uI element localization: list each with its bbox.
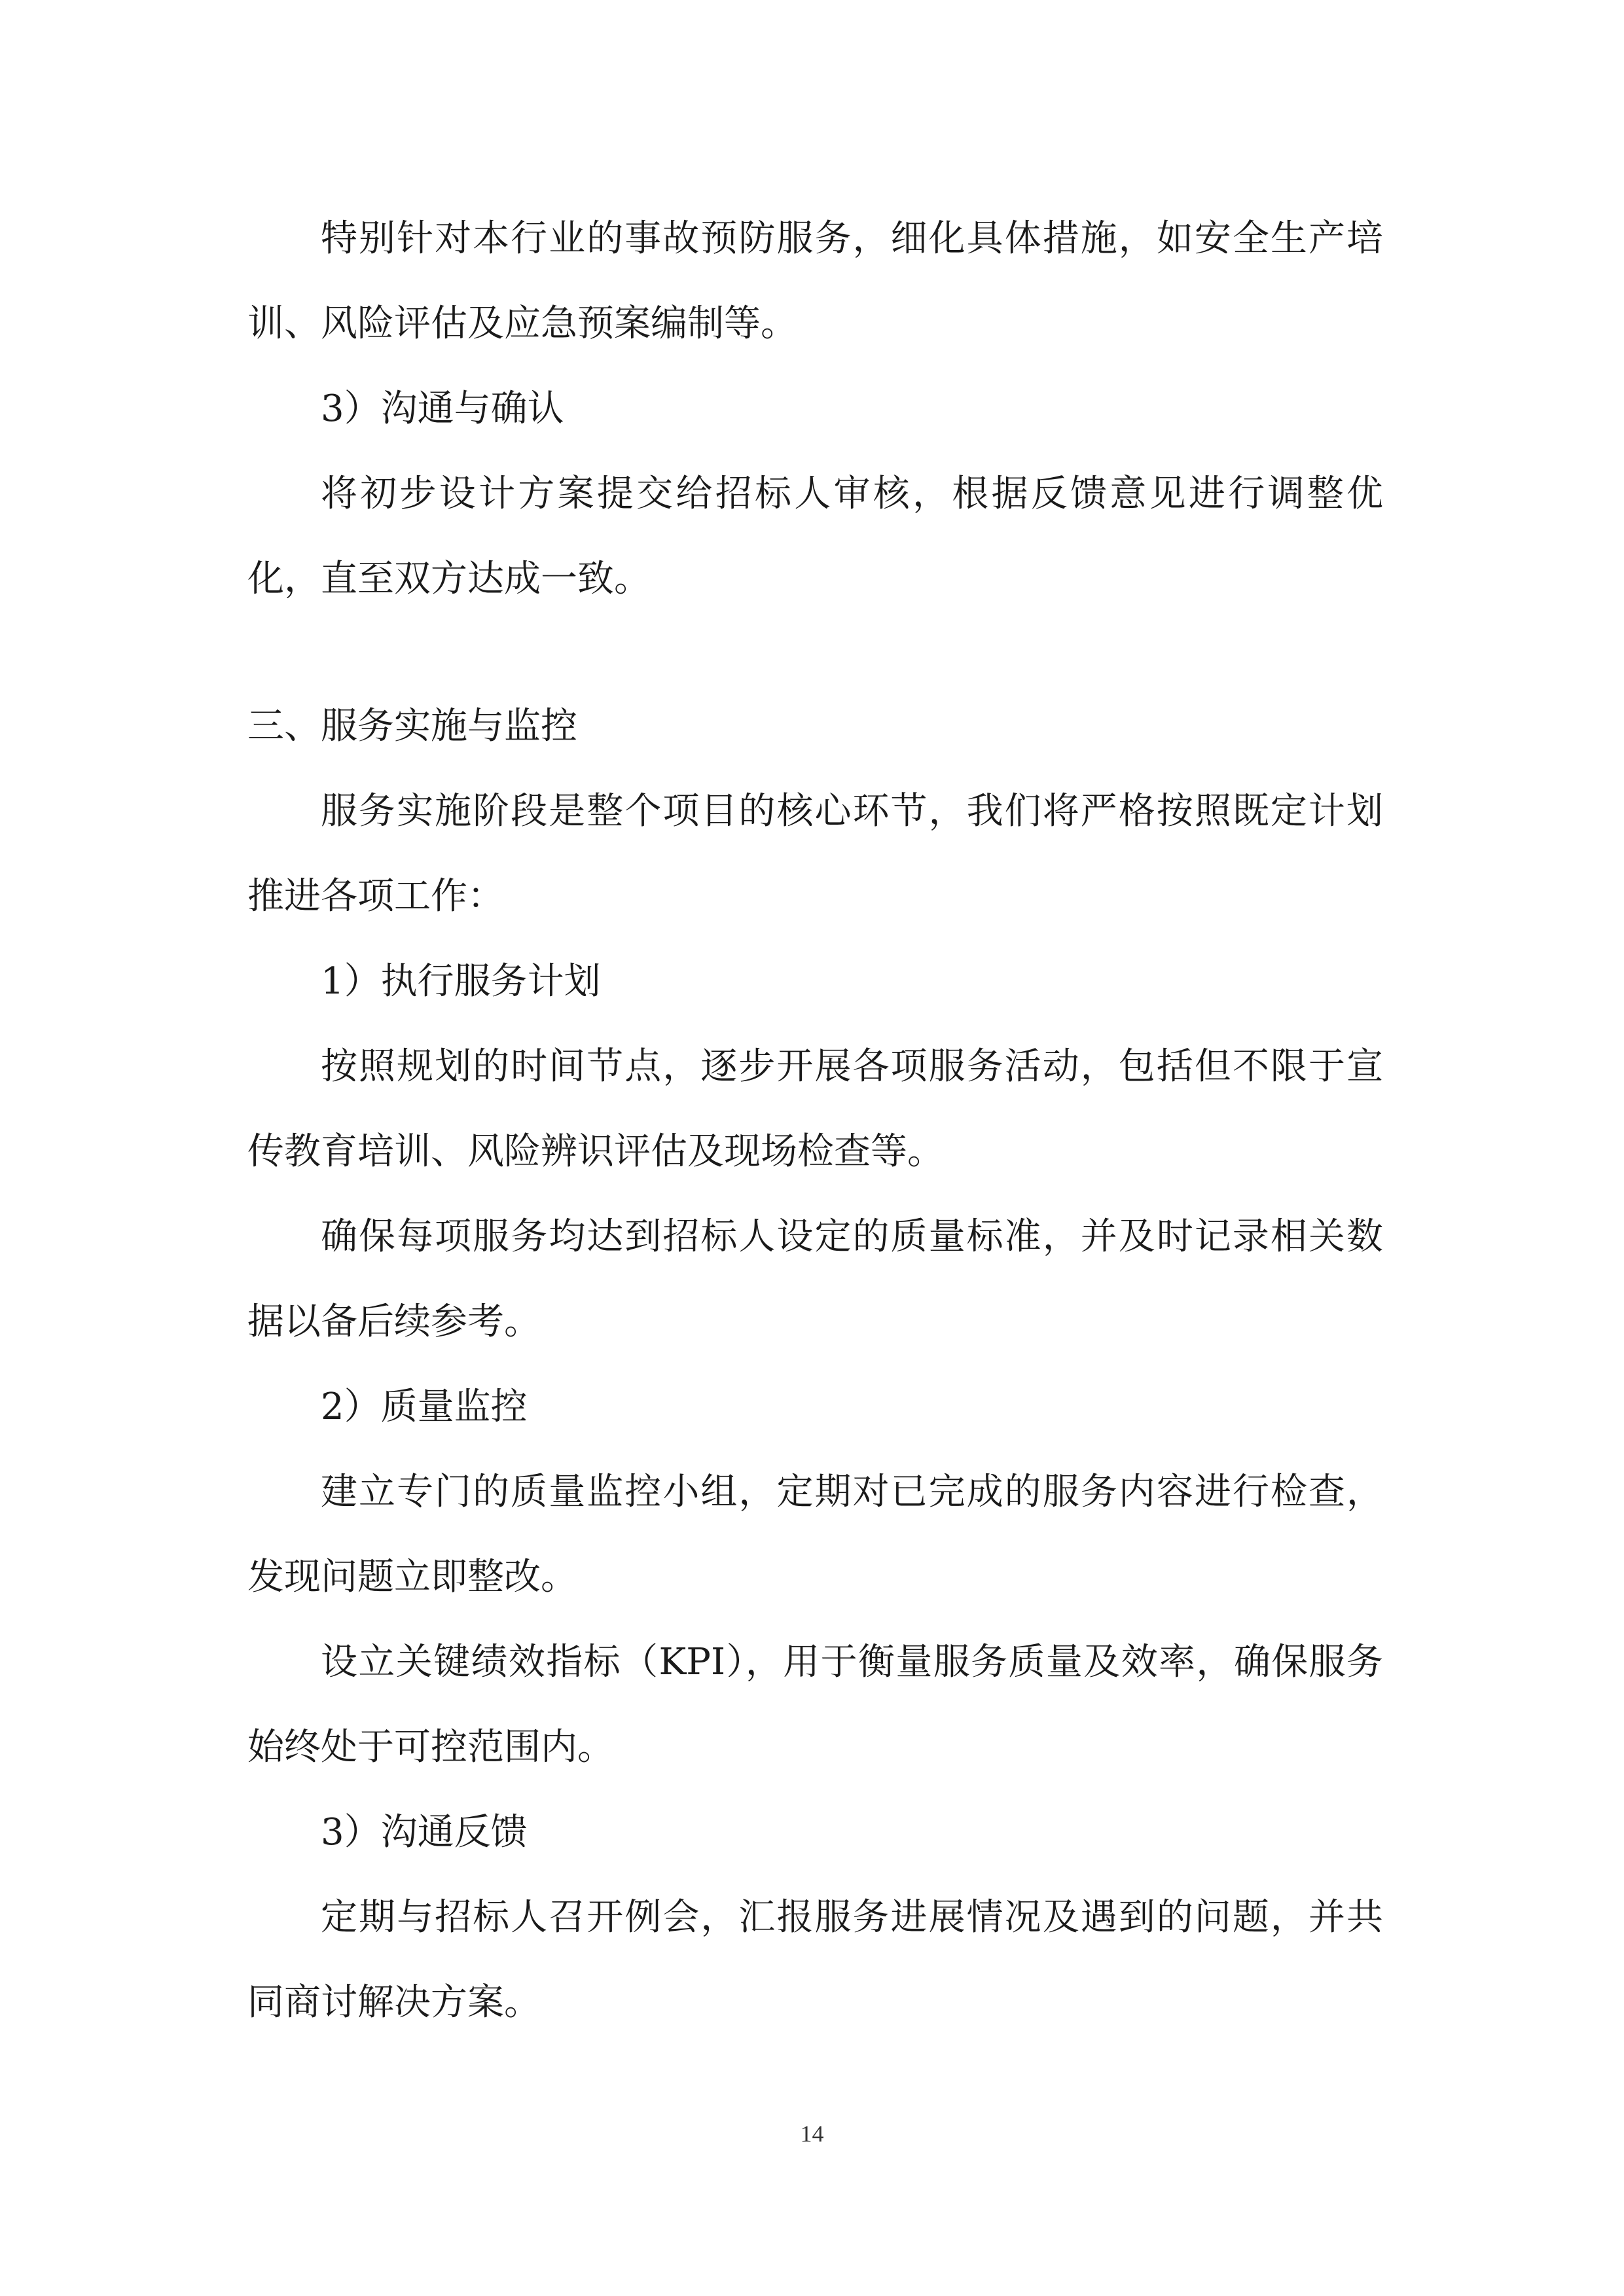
paragraph-line: 推进各项工作： [247,875,504,918]
list-heading: 3）沟通反馈 [321,1811,528,1854]
paragraph-line: 服务实施阶段是整个项目的核心环节，我们将严格按照既定计划 [321,790,1383,833]
paragraph-line: 定期与招标人召开例会，汇报服务进展情况及遇到的问题，并共 [321,1896,1383,1939]
list-heading: 2）质量监控 [321,1386,528,1428]
paragraph-line: 同商讨解决方案。 [247,1981,541,2024]
paragraph-line: 化，直至双方达成一致。 [247,558,651,600]
paragraph-line: 据以备后续参考。 [247,1300,541,1343]
paragraph-line: 确保每项服务均达到招标人设定的质量标准，并及时记录相关数 [321,1215,1383,1258]
page-number: 14 [800,2121,824,2147]
list-heading: 3）沟通与确认 [321,387,564,430]
paragraph-line: 传教育培训、风险辨识评估及现场检查等。 [247,1130,944,1173]
list-heading: 1）执行服务计划 [321,960,601,1003]
paragraph-line: 特别针对本行业的事故预防服务，细化具体措施，如安全生产培 [321,217,1383,260]
paragraph-line: 将初步设计方案提交给招标人审核，根据反馈意见进行调整优 [321,473,1383,515]
paragraph-line: 建立专门的质量监控小组，定期对已完成的服务内容进行检查， [321,1471,1383,1513]
paragraph-line: 始终处于可控范围内。 [247,1726,614,1768]
section-heading: 三、服务实施与监控 [247,705,577,747]
paragraph-line: 按照规划的时间节点，逐步开展各项服务活动，包括但不限于宣 [321,1045,1383,1088]
paragraph-line: 设立关键绩效指标（KPI），用于衡量服务质量及效率，确保服务 [321,1641,1383,1683]
paragraph-line: 训、风险评估及应急预案编制等。 [247,302,797,345]
paragraph-line: 发现问题立即整改。 [247,1556,577,1598]
